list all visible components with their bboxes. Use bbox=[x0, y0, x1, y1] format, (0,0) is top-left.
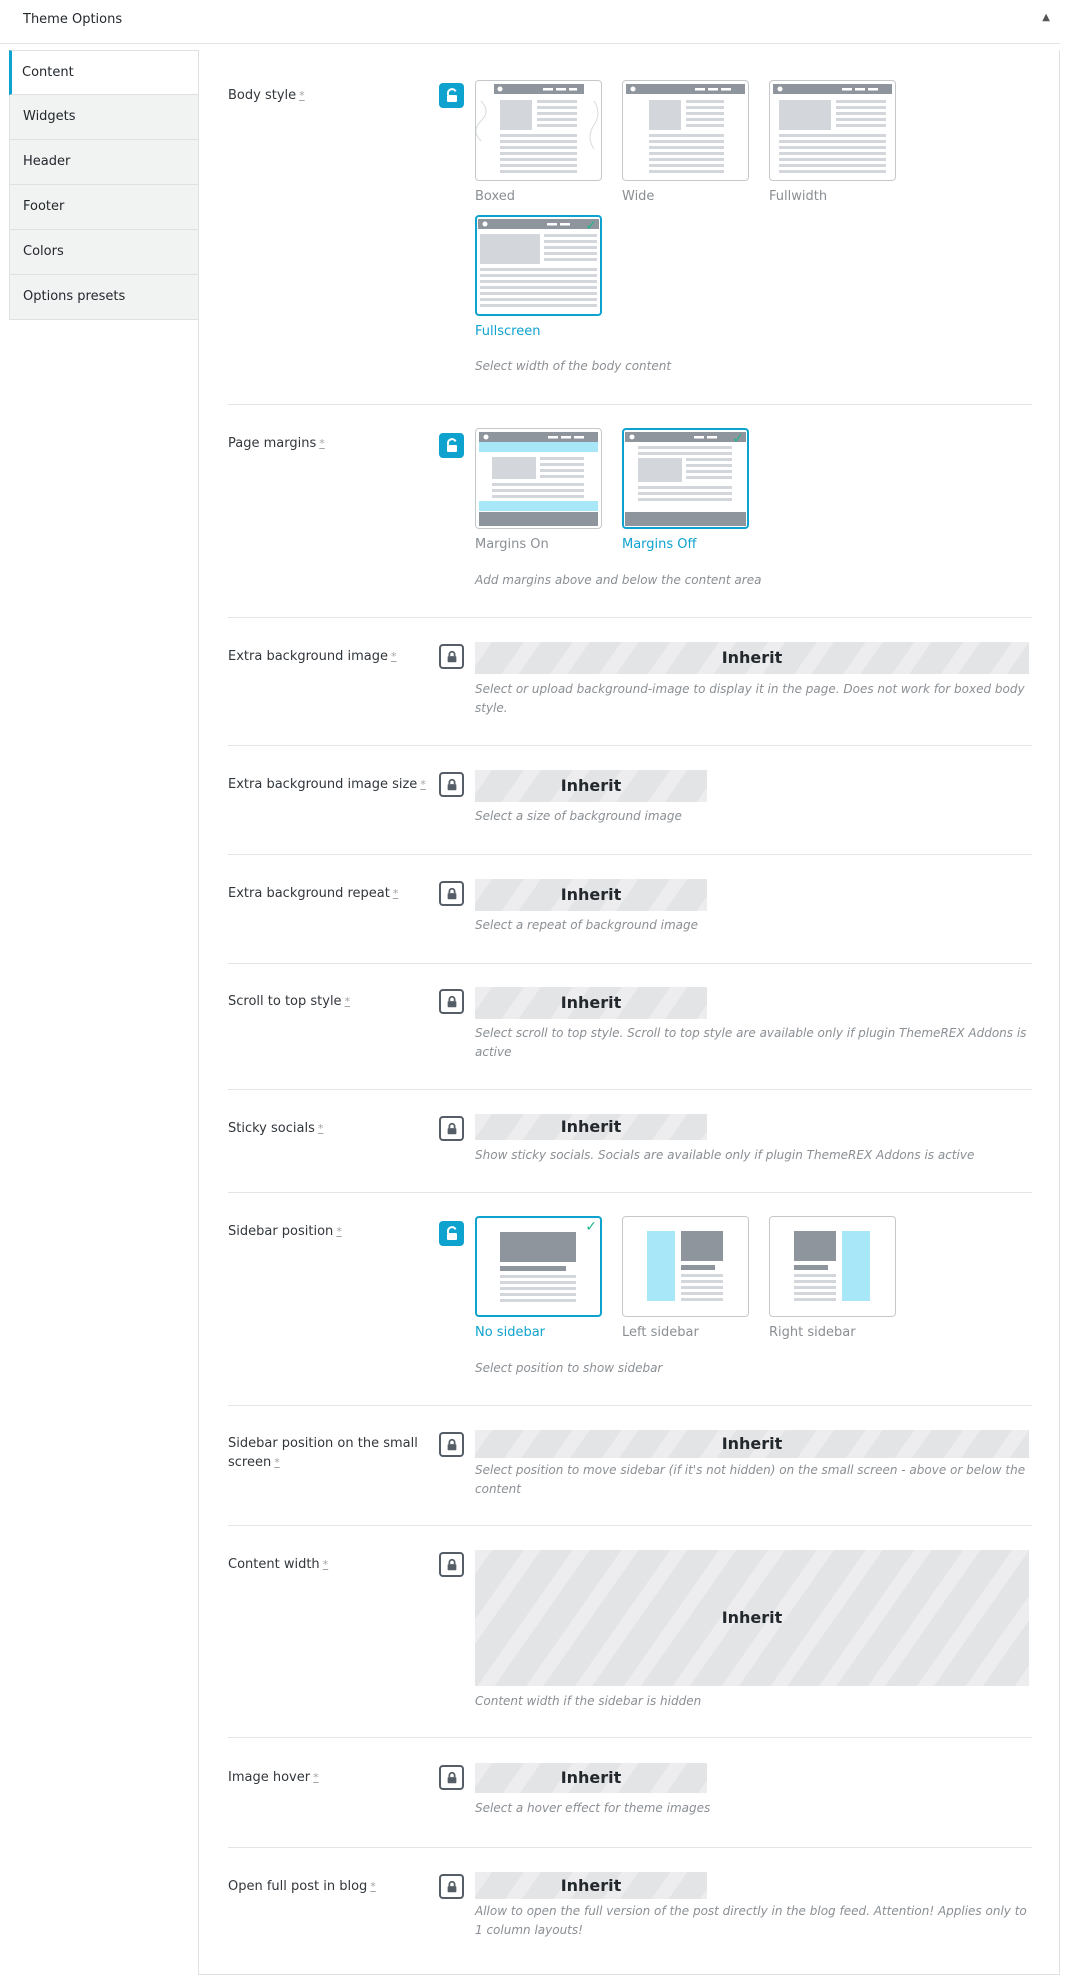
option-description: Select a hover effect for theme images bbox=[475, 1801, 711, 1815]
choice-fullscreen[interactable] bbox=[475, 215, 602, 339]
option-label: Extra background repeat bbox=[228, 886, 390, 901]
choice-label: Fullwidth bbox=[769, 189, 828, 204]
option-label: Scroll to top style bbox=[228, 994, 342, 1009]
inherit-button[interactable]: Inherit bbox=[475, 642, 1029, 674]
choice-label: Boxed bbox=[475, 189, 516, 204]
lock-closed-icon[interactable] bbox=[439, 1116, 464, 1141]
option-label: Extra background image size bbox=[228, 777, 418, 792]
override-marker: * bbox=[392, 887, 399, 900]
inherit-button[interactable]: Inherit bbox=[475, 1550, 1029, 1686]
option-sidebar-position bbox=[228, 1216, 1032, 1406]
option-label: Sidebar position bbox=[228, 1224, 334, 1239]
option-extra-background-repeat bbox=[228, 878, 1032, 964]
choice-no-sidebar[interactable] bbox=[475, 1216, 602, 1340]
inherit-button[interactable]: Inherit bbox=[475, 1114, 707, 1140]
options-tabs bbox=[9, 50, 199, 320]
inherit-button[interactable]: Inherit bbox=[475, 1763, 707, 1793]
lock-closed-icon[interactable] bbox=[439, 881, 464, 906]
override-marker: * bbox=[313, 1771, 319, 1784]
choice-label: No sidebar bbox=[475, 1325, 546, 1340]
margins-off-thumbnail bbox=[622, 428, 749, 529]
inherit-button[interactable]: Inherit bbox=[475, 770, 707, 802]
lock-closed-icon[interactable] bbox=[439, 1874, 464, 1899]
option-label: Sticky socials bbox=[228, 1121, 315, 1136]
option-scroll-to-top-style bbox=[228, 986, 1032, 1090]
choice-right-sidebar[interactable] bbox=[769, 1216, 896, 1340]
option-extra-background-image-size bbox=[228, 769, 1032, 855]
option-label: Open full post in blog bbox=[228, 1879, 368, 1894]
choice-label: Margins On bbox=[475, 537, 549, 552]
option-label: Page margins bbox=[228, 436, 317, 451]
lock-closed-icon[interactable] bbox=[439, 1765, 464, 1790]
option-open-full-post bbox=[228, 1871, 1032, 1951]
override-marker: * bbox=[370, 1880, 376, 1893]
option-description: Select a repeat of background image bbox=[475, 918, 699, 932]
option-body-style bbox=[228, 80, 1032, 405]
option-description: Allow to open the full version of the post directly in the blog feed. Attention! Applies only to 1 column layouts! bbox=[475, 1904, 1027, 1937]
option-label: Extra background image bbox=[228, 649, 388, 664]
option-description: Select a size of background image bbox=[475, 809, 682, 823]
choice-label: Right sidebar bbox=[769, 1325, 856, 1340]
option-image-hover bbox=[228, 1762, 1032, 1848]
panel-title: Theme Options bbox=[23, 12, 123, 27]
choice-label: Wide bbox=[622, 189, 655, 204]
inherit-button[interactable]: Inherit bbox=[475, 1872, 707, 1899]
override-marker: * bbox=[344, 995, 351, 1008]
override-marker: * bbox=[317, 1122, 324, 1135]
panel-header[interactable] bbox=[0, 0, 1060, 44]
fullscreen-thumbnail bbox=[475, 215, 602, 316]
margins-on-thumbnail bbox=[475, 428, 602, 529]
inherit-button[interactable]: Inherit bbox=[475, 987, 707, 1019]
tab-options-presets[interactable]: Options presets bbox=[9, 275, 199, 320]
fullwidth-thumbnail bbox=[769, 80, 896, 181]
override-marker: * bbox=[322, 1558, 329, 1571]
boxed-thumbnail bbox=[475, 80, 602, 181]
choice-fullwidth[interactable] bbox=[769, 80, 896, 204]
option-label: Body style bbox=[228, 88, 297, 103]
check-icon: ✓ bbox=[585, 1219, 597, 1235]
lock-closed-icon[interactable] bbox=[439, 1432, 464, 1457]
option-sidebar-position-small-screen bbox=[228, 1429, 1032, 1526]
option-extra-background-image bbox=[228, 641, 1032, 746]
choice-label: Fullscreen bbox=[475, 324, 541, 339]
option-label: Content width bbox=[228, 1557, 320, 1572]
option-label: Image hover bbox=[228, 1770, 311, 1785]
option-page-margins bbox=[228, 428, 1032, 618]
override-marker: * bbox=[274, 1456, 280, 1469]
tab-widgets[interactable]: Widgets bbox=[9, 95, 199, 140]
override-marker: * bbox=[336, 1225, 342, 1238]
lock-closed-icon[interactable] bbox=[439, 644, 464, 669]
tab-colors[interactable]: Colors bbox=[9, 230, 199, 275]
override-marker: * bbox=[390, 650, 397, 663]
lock-open-icon[interactable] bbox=[439, 1221, 464, 1246]
override-marker: * bbox=[299, 89, 305, 102]
right-sidebar-thumbnail bbox=[769, 1216, 896, 1317]
no-sidebar-thumbnail bbox=[475, 1216, 602, 1317]
option-description: Select scroll to top style. Scroll to top style are available only if plugin ThemeREX Addons is active bbox=[475, 1026, 1027, 1059]
option-description: Select or upload background-image to display it in the page. Does not work for boxed body style. bbox=[475, 682, 1025, 715]
lock-closed-icon[interactable] bbox=[439, 989, 464, 1014]
lock-closed-icon[interactable] bbox=[439, 1552, 464, 1577]
tab-footer[interactable]: Footer bbox=[9, 185, 199, 230]
inherit-button[interactable]: Inherit bbox=[475, 1430, 1029, 1458]
choice-label: Margins Off bbox=[622, 537, 697, 552]
override-marker: * bbox=[319, 437, 325, 450]
choice-boxed[interactable] bbox=[475, 80, 602, 204]
option-description: Content width if the sidebar is hidden bbox=[475, 1694, 702, 1708]
option-description: Add margins above and below the content area bbox=[475, 573, 762, 587]
option-description: Select width of the body content bbox=[475, 359, 672, 373]
choice-label: Left sidebar bbox=[622, 1325, 699, 1340]
option-sticky-socials bbox=[228, 1113, 1032, 1193]
check-icon: ✓ bbox=[732, 431, 744, 447]
option-description: Show sticky socials. Socials are available only if plugin ThemeREX Addons is active bbox=[475, 1148, 975, 1162]
override-marker: * bbox=[420, 778, 426, 791]
lock-open-icon[interactable] bbox=[439, 83, 464, 108]
choice-wide[interactable] bbox=[622, 80, 749, 204]
choice-margins-on[interactable] bbox=[475, 428, 602, 552]
tab-content[interactable]: Content bbox=[9, 50, 199, 95]
lock-open-icon[interactable] bbox=[439, 433, 464, 458]
tab-header[interactable]: Header bbox=[9, 140, 199, 185]
option-content-width bbox=[228, 1549, 1032, 1738]
lock-closed-icon[interactable] bbox=[439, 772, 464, 797]
wide-thumbnail bbox=[622, 80, 749, 181]
check-icon: ✓ bbox=[585, 218, 597, 234]
triangle-up-icon[interactable]: ▲ bbox=[1042, 12, 1050, 23]
option-label: Sidebar position on the small screen bbox=[228, 1436, 418, 1470]
option-description: Select position to show sidebar bbox=[475, 1361, 663, 1375]
left-sidebar-thumbnail bbox=[622, 1216, 749, 1317]
option-description: Select position to move sidebar (if it's not hidden) on the small screen - above or below the content bbox=[475, 1463, 1026, 1496]
choice-margins-off[interactable] bbox=[622, 428, 749, 552]
choice-left-sidebar[interactable] bbox=[622, 1216, 749, 1340]
inherit-button[interactable]: Inherit bbox=[475, 879, 707, 911]
